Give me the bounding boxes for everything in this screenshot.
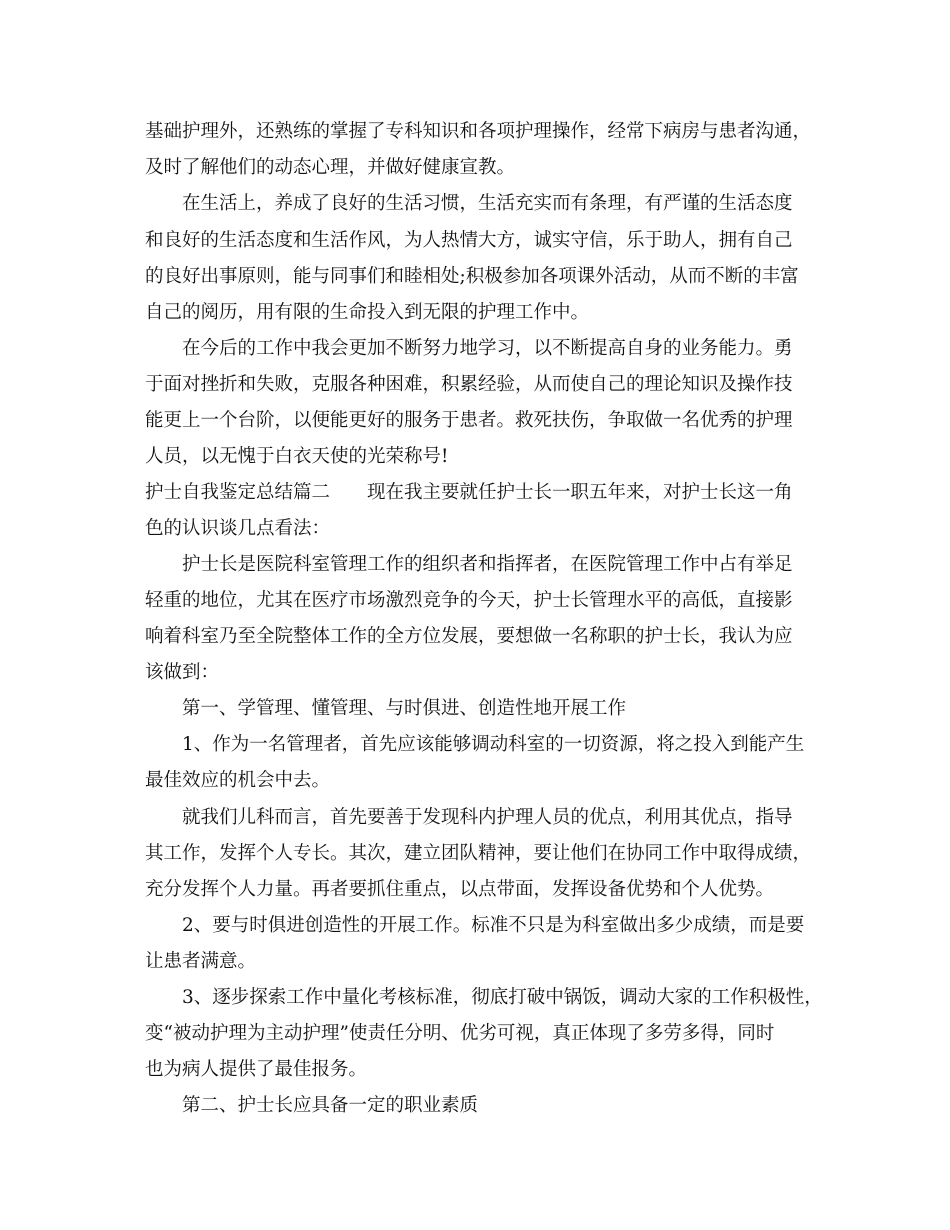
text-line: 变“被动护理为主动护理”使责任分明、优劣可视，真正体现了多劳多得，同时	[145, 1023, 775, 1044]
text-line: 也为病人提供了最佳报务。	[145, 1059, 368, 1080]
text-line: 及时了解他们的动态心理，并做好健康宣教。	[145, 157, 516, 178]
text-line: 响着科室乃至全院整体工作的全方位发展，要想做一名称职的护士长，我认为应	[145, 626, 793, 647]
text-line: 护士长是医院科室管理工作的组织者和指挥者，在医院管理工作中占有举足	[182, 554, 793, 575]
text-line: 其工作，发挥个人专长。其次，建立团队精神，要让他们在协同工作中取得成绩，	[145, 843, 812, 864]
text-line: 轻重的地位，尤其在医疗市场激烈竞争的今天，护士长管理水平的高低，直接影	[145, 590, 793, 611]
text-line: 和良好的生活态度和生活作风，为人热情大方，诚实守信，乐于助人，拥有自己	[145, 230, 793, 251]
text-line: 基础护理外，还熟练的掌握了专科知识和各项护理操作，经常下病房与患者沟通，	[145, 121, 812, 142]
text-line: 2、要与时俱进创造性的开展工作。标准不只是为科室做出多少成绩，而是要	[182, 915, 805, 936]
section-heading-line: 护士自我鉴定总结篇二 现在我主要就任护士长一职五年来，对护士长这一角	[145, 482, 793, 503]
text-line: 色的认识谈几点看法：	[145, 518, 331, 539]
text-line: 最佳效应的机会中去。	[145, 770, 331, 791]
text-line: 在今后的工作中我会更加不断努力地学习，以不断提高自身的业务能力。勇	[182, 338, 793, 359]
text-line: 1、作为一名管理者，首先应该能够调动科室的一切资源，将之投入到能产生	[182, 734, 805, 755]
text-line: 让患者满意。	[145, 951, 257, 972]
text-line: 人员，以无愧于白衣天使的光荣称号!	[145, 446, 449, 467]
text-line: 充分发挥个人力量。再者要抓住重点，以点带面，发挥设备优势和个人优势。	[145, 879, 775, 900]
text-line: 在生活上，养成了良好的生活习惯，生活充实而有条理，有严谨的生活态度	[182, 193, 793, 214]
text-line: 于面对挫折和失败，克服各种困难，积累经验，从而使自己的理论知识及操作技	[145, 374, 793, 395]
text-line: 就我们儿科而言，首先要善于发现科内护理人员的优点，利用其优点，指导	[182, 807, 793, 828]
subheading-line: 第二、护士长应具备一定的职业素质	[182, 1095, 479, 1116]
text-line: 3、逐步探索工作中量化考核标准，彻底打破中锅饭，调动大家的工作积极性，	[182, 987, 823, 1008]
text-line: 能更上一个台阶，以便能更好的服务于患者。救死扶伤，争取做一名优秀的护理	[145, 410, 793, 431]
text-line: 的良好出事原则，能与同事们和睦相处;积极参加各项课外活动，从而不断的丰富	[145, 266, 799, 287]
text-line: 该做到：	[145, 662, 220, 683]
subheading-line: 第一、学管理、懂管理、与时俱进、创造性地开展工作	[182, 698, 627, 719]
text-line: 自己的阅历，用有限的生命投入到无限的护理工作中。	[145, 302, 590, 323]
